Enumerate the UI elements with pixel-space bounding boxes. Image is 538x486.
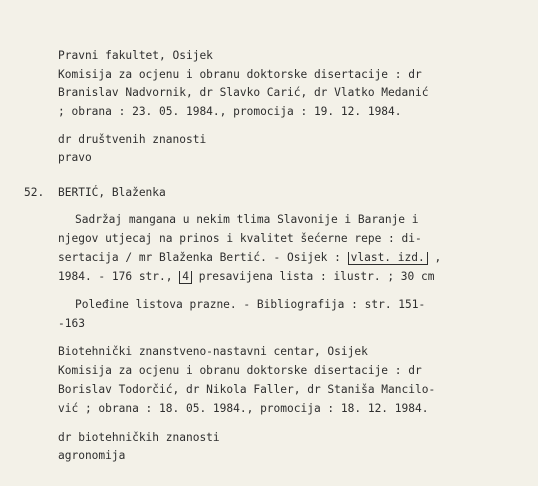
prev-commission-line-3: ; obrana : 23. 05. 1984., promocija : 19. 12. 1984. xyxy=(58,105,402,118)
entry-commission-line-1: Komisija za ocjenu i obranu doktorske disertacije : dr xyxy=(58,364,422,377)
entry-field: agronomija xyxy=(58,449,126,462)
entry-note-line-1: Poleđine listova prazne. - Bibliografija : str. 151- xyxy=(75,298,426,311)
prev-commission-line-1: Komisija za ocjenu i obranu doktorske disertacije : dr xyxy=(58,68,422,81)
title-line-3-end: , xyxy=(427,251,442,264)
title-line-4-end: presavijena lista : ilustr. ; 30 cm xyxy=(192,270,435,283)
entry-title-line-1: Sadržaj mangana u nekim tlima Slavonije i Baranje i xyxy=(75,213,419,226)
entry-title-line-2: njegov utjecaj na prinos i kvalitet šećerne repe : di- xyxy=(58,232,422,245)
prev-field: pravo xyxy=(58,151,92,164)
entry-author: BERTIĆ, Blaženka xyxy=(58,186,166,199)
entry-institution: Biotehnički znanstveno-nastavni centar, Osijek xyxy=(58,345,368,358)
entry-title-line-4 xyxy=(58,269,434,284)
prev-degree: dr društvenih znanosti xyxy=(58,133,207,146)
title-line-4-text: 1984. - 176 str., xyxy=(58,270,180,283)
entry-degree: dr biotehničkih znanosti xyxy=(58,431,220,444)
title-line-3-text: sertacija / mr Blaženka Bertić. - Osijek : xyxy=(58,251,348,264)
prev-institution: Pravni fakultet, Osijek xyxy=(58,49,213,62)
folded-count-bracket: 4 xyxy=(179,271,192,284)
prev-commission-line-2: Branislav Nadvornik, dr Slavko Carić, dr Vlatko Medanić xyxy=(58,86,429,99)
entry-title-line-3 xyxy=(58,250,441,265)
publisher-bracket: vlast. izd. xyxy=(348,252,428,265)
entry-note-line-2: -163 xyxy=(58,317,85,330)
entry-commission-line-3: vić ; obrana : 18. 05. 1984., promocija : 18. 12. 1984. xyxy=(58,402,429,415)
entry-commission-line-2: Borislav Todorčić, dr Nikola Faller, dr Staniša Mancilo- xyxy=(58,383,436,396)
entry-number: 52. xyxy=(24,186,45,199)
